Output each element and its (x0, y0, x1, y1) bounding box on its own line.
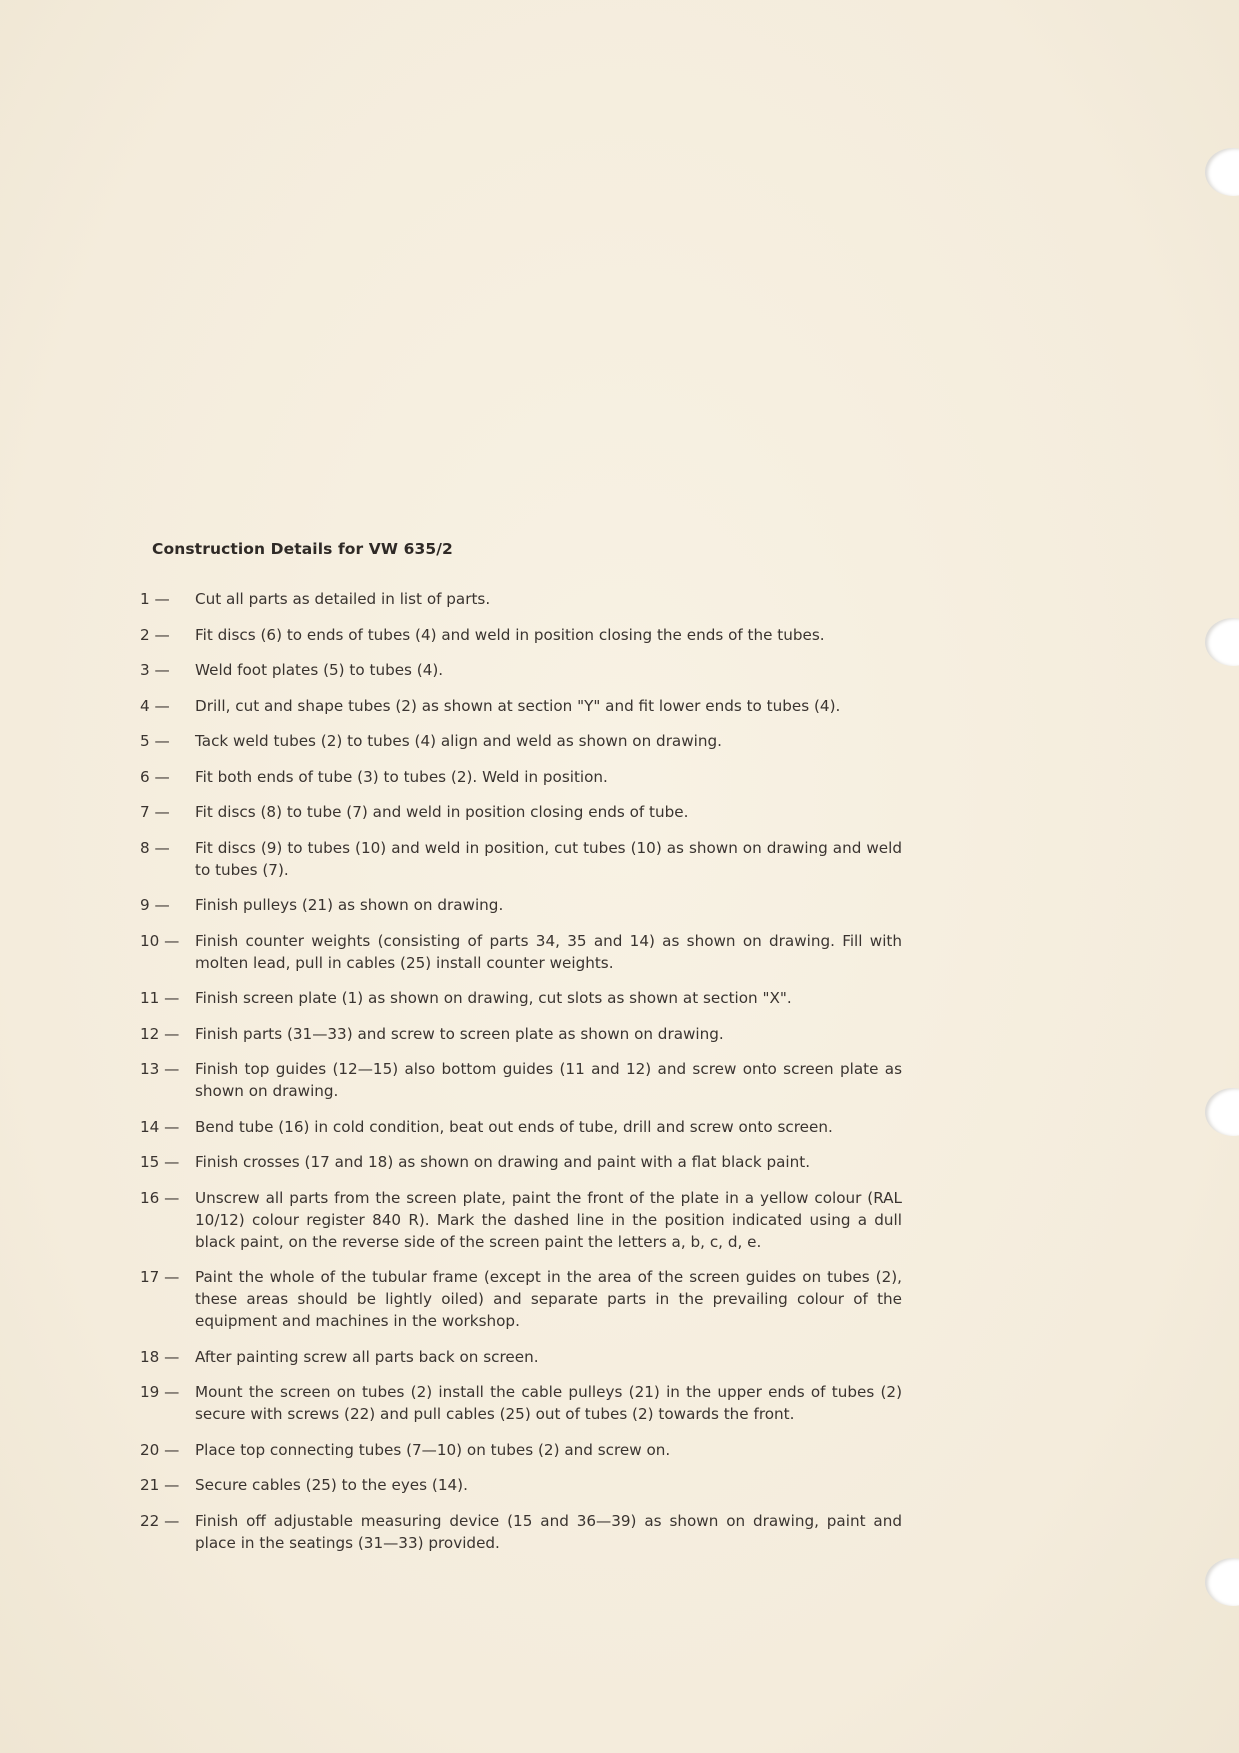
step-text: Finish counter weights (consisting of parts 34, 35 and 14) as shown on drawing. Fill with molten lead, pull in cables (25) install counter weights. (195, 931, 902, 972)
step-number: 22 — (140, 1511, 180, 1530)
step-text: Cut all parts as detailed in list of parts. (195, 590, 491, 608)
step-item (140, 801, 902, 823)
step-number: 16 — (140, 1188, 180, 1207)
step-number: 17 — (140, 1268, 180, 1286)
step-number: 20 — (140, 1440, 180, 1459)
step-text: Unscrew all parts from the screen plate, paint the front of the plate in a yellow colour (RAL 10/12) colour register 840 R). Mark the dashed line in the position indicated using a dull black paint, on the reverse side of the screen paint the letters a, b, c, d, e. (195, 1188, 902, 1251)
step-text: Finish off adjustable measuring device (15 and 36—39) as shown on drawing, paint and place in the seatings (31—33) provided. (195, 1511, 902, 1552)
step-number: 21 — (140, 1476, 180, 1494)
step-text: Tack weld tubes (2) to tubes (4) align and weld as shown on drawing. (195, 732, 722, 750)
step-item (140, 1346, 902, 1368)
construction-steps-list (140, 588, 902, 1567)
step-number: 10 — (140, 931, 180, 950)
step-number: 1 — (140, 590, 170, 608)
step-number: 14 — (140, 1117, 180, 1136)
step-item (140, 1439, 902, 1461)
step-number: 9 — (140, 896, 170, 914)
step-item (140, 695, 902, 717)
step-number: 12 — (140, 1024, 180, 1043)
punch-hole (1205, 618, 1239, 666)
step-number: 8 — (140, 838, 170, 857)
step-text: Bend tube (16) in cold condition, beat out ends of tube, drill and screw onto screen. (195, 1117, 833, 1136)
step-item (140, 1023, 902, 1045)
step-number: 19 — (140, 1383, 180, 1401)
step-text: Mount the screen on tubes (2) install the cable pulleys (21) in the upper ends of tubes (2) secure with screws (22) and pull cables (25) out of tubes (2) towards the front. (195, 1383, 902, 1423)
step-item (140, 1151, 902, 1173)
step-item (140, 1058, 902, 1102)
step-number: 7 — (140, 803, 170, 821)
step-text: Weld foot plates (5) to tubes (4). (195, 661, 444, 679)
step-item (140, 624, 902, 646)
step-text: Finish screen plate (1) as shown on drawing, cut slots as shown at section "X". (195, 989, 792, 1007)
step-item (140, 766, 902, 788)
step-number: 11 — (140, 989, 180, 1007)
step-text: Finish pulleys (21) as shown on drawing. (195, 896, 504, 914)
step-number: 2 — (140, 625, 170, 644)
step-item (140, 730, 902, 752)
step-text: Fit discs (8) to tube (7) and weld in position closing ends of tube. (195, 803, 689, 821)
step-text: Finish parts (31—33) and screw to screen plate as shown on drawing. (195, 1024, 724, 1043)
step-number: 4 — (140, 696, 170, 715)
step-text: Drill, cut and shape tubes (2) as shown at section "Y" and fit lower ends to tubes (4). (195, 696, 841, 715)
step-item (140, 1474, 902, 1496)
step-text: Finish top guides (12—15) also bottom guides (11 and 12) and screw onto screen plate as shown on drawing. (195, 1060, 902, 1100)
step-item (140, 1510, 902, 1554)
step-number: 5 — (140, 732, 170, 750)
step-number: 18 — (140, 1347, 180, 1366)
step-item (140, 588, 902, 610)
step-item (140, 987, 902, 1009)
step-text: After painting screw all parts back on screen. (195, 1347, 539, 1366)
step-item (140, 1381, 902, 1425)
step-number: 13 — (140, 1060, 180, 1078)
step-text: Secure cables (25) to the eyes (14). (195, 1476, 468, 1494)
step-item (140, 659, 902, 681)
step-number: 15 — (140, 1153, 180, 1171)
step-item (140, 894, 902, 916)
punch-hole (1205, 1558, 1239, 1606)
step-text: Fit discs (6) to ends of tubes (4) and weld in position closing the ends of the tubes. (195, 625, 825, 644)
step-text: Fit discs (9) to tubes (10) and weld in position, cut tubes (10) as shown on drawing and weld to tubes (7). (195, 838, 902, 879)
step-number: 6 — (140, 767, 170, 786)
step-item (140, 930, 902, 974)
step-text: Finish crosses (17 and 18) as shown on drawing and paint with a flat black paint. (195, 1153, 811, 1171)
step-item (140, 1116, 902, 1138)
step-text: Paint the whole of the tubular frame (except in the area of the screen guides on tubes (2), these areas should be lightly oiled) and separate parts in the prevailing colour of the equipment and machines in the workshop. (195, 1268, 902, 1330)
step-item (140, 1187, 902, 1253)
punch-hole (1205, 148, 1239, 196)
step-number: 3 — (140, 661, 170, 679)
punch-hole (1205, 1088, 1239, 1136)
step-text: Fit both ends of tube (3) to tubes (2). Weld in position. (195, 767, 608, 786)
step-item (140, 837, 902, 881)
document-title: Construction Details for VW 635/2 (152, 540, 453, 558)
step-item (140, 1266, 902, 1332)
step-text: Place top connecting tubes (7—10) on tubes (2) and screw on. (195, 1440, 671, 1459)
